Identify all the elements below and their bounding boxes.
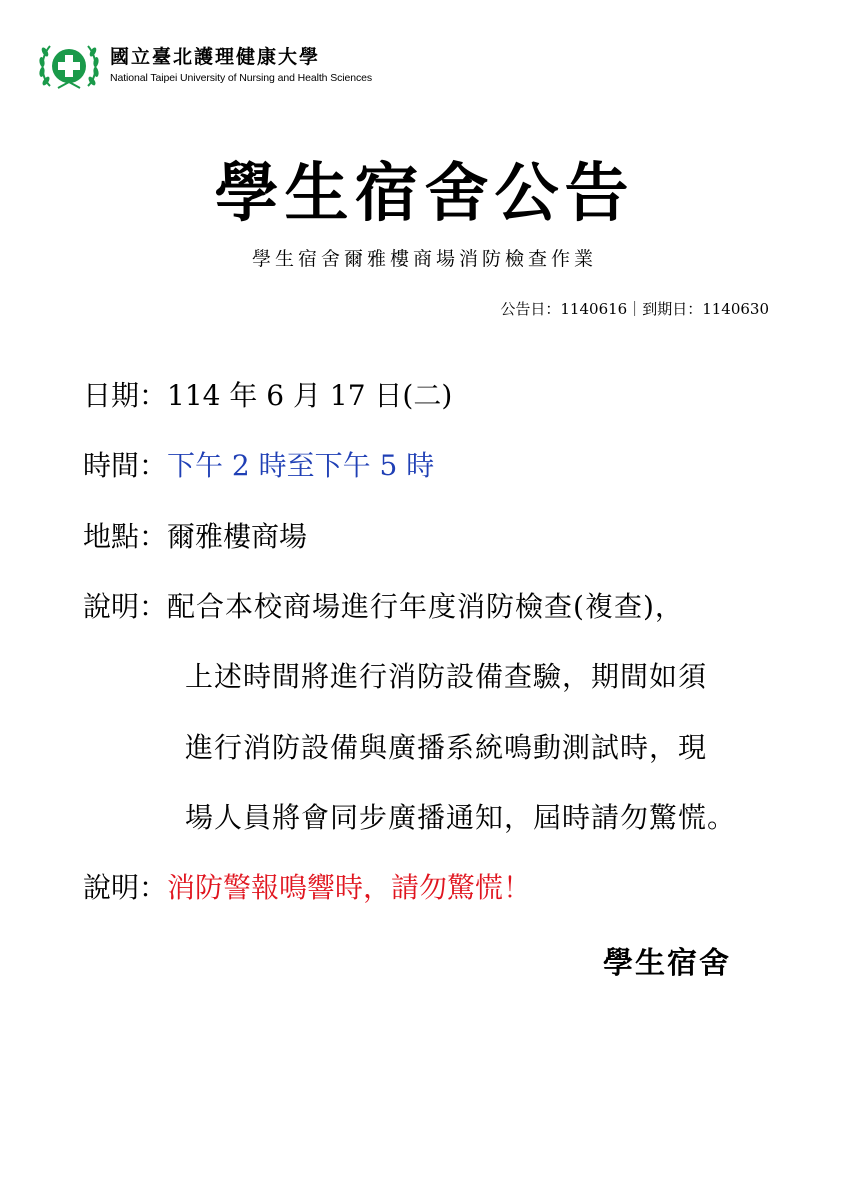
- time-label: 時間：: [83, 449, 168, 482]
- date-value: 114 年 6 月 17 日(二): [167, 379, 453, 412]
- place-row: [83, 517, 307, 557]
- description-row: [83, 587, 684, 627]
- place-label: 地點：: [83, 520, 168, 553]
- university-name-zh: 國立臺北護理健康大學: [110, 46, 321, 68]
- date-row: [83, 376, 452, 416]
- description-line: 進行消防設備與廣播系統鳴動測試時，現: [185, 731, 708, 764]
- warning-value: 消防警報鳴響時，請勿驚慌！: [167, 871, 532, 904]
- university-logo: [38, 36, 372, 96]
- place-value: 爾雅樓商場: [167, 520, 308, 553]
- description-line: 配合本校商場進行年度消防檢查(複查)，: [167, 590, 684, 623]
- university-emblem-icon: [38, 38, 100, 94]
- description-line: 上述時間將進行消防設備查驗，期間如須: [185, 660, 708, 693]
- description-label: 說明：: [83, 590, 168, 623]
- warning-label: 說明：: [83, 871, 168, 904]
- signature: 學生宿舍: [603, 946, 731, 981]
- notice-title: 學生宿舍公告: [214, 157, 635, 231]
- date-label: 日期：: [83, 379, 168, 412]
- notice-meta: 公告日：1140616｜到期日：1140630: [500, 300, 769, 318]
- time-value: 下午 2 時至下午 5 時: [167, 449, 435, 482]
- warning-row: [83, 868, 531, 908]
- notice-subtitle: 學生宿舍爾雅樓商場消防檢查作業: [251, 248, 597, 270]
- university-name-en: National Taipei University of Nursing and Health Sciences: [110, 72, 372, 84]
- description-line: 場人員將會同步廣播通知，屆時請勿驚慌。: [185, 801, 737, 834]
- time-row: [83, 446, 434, 486]
